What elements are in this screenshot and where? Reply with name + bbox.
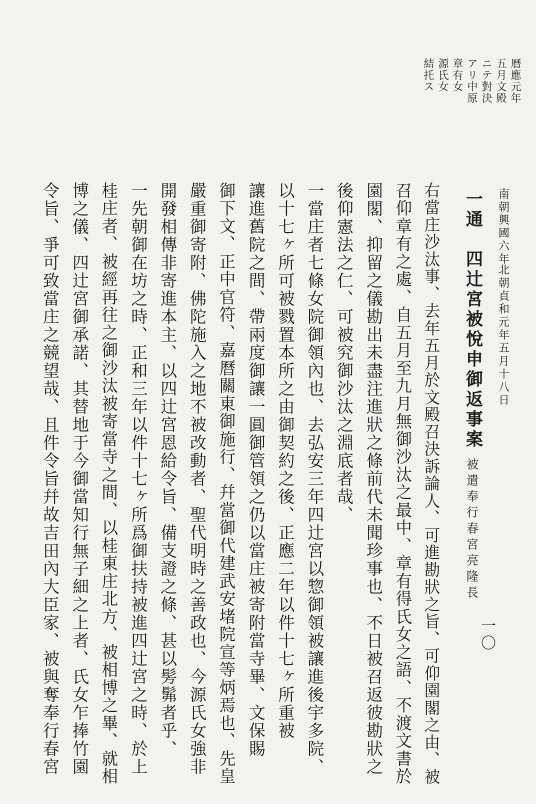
body-line: 召仰章有之處、自五月至九月無御沙汰之最中、章有得氏女之語、不渡文書於	[392, 182, 412, 786]
annotation-line: 曆應元年	[509, 58, 522, 104]
body-line: 右當庄沙汰事、去年五月於文殿召決訴論人、可進勘狀之旨、可仰園閣之由、被	[421, 182, 441, 786]
header-era-north-date: 北朝貞和元年五月十八日	[497, 264, 510, 407]
document-title	[463, 190, 480, 602]
annotation-line: アリ中原	[466, 58, 478, 104]
document-title-text: 一通 四辻宮被悅申御返事案	[462, 190, 482, 450]
document-title-note: 被遣奉行春宮亮隆長	[465, 458, 479, 602]
body-line: 令旨、爭可致當庄之競望哉、且件令旨幷故吉田內大臣家、被與奪奉行春宮	[40, 182, 60, 776]
page-number: 一〇	[479, 618, 497, 652]
body-line: 嚴重御寄附、佛陀施入之地不被改動者、聖代明時之善政也、今源氏女強非	[187, 182, 207, 776]
body-line: 博之儀、四辻宮御承諾、其替地于今御當知行無子細之上者、氏女乍捧竹園	[69, 182, 89, 776]
body-line: 御下文、正中官符、嘉曆關東御施行、幷當御代建武安堵院宣等炳焉也、先皇	[216, 182, 236, 786]
header-era-south: 南朝興國六年	[497, 188, 510, 266]
annotation-line: 五月文殿	[495, 58, 507, 104]
body-line: 一當庄者七條女院御領內也、去弘安三年四辻宮以惣御領被讓進後宇多院、	[304, 182, 324, 776]
body-line: 讓進舊院之間、帶兩度御讓一圓御管領之仍以當庄被寄附當寺畢、文保賜	[246, 182, 266, 758]
annotation-line: 章有女	[451, 58, 464, 93]
annotation-line: ニテ對決	[480, 58, 493, 104]
body-line: 開發相傳非寄進本主、以四辻宮恩給令旨、備支證之條、甚以髣髴者乎、	[157, 182, 177, 758]
body-line: 一先朝御在坊之時、正和三年以件十七ヶ所爲御扶持被進四辻宮之時、於上	[128, 182, 148, 776]
annotation-line: 結托ス	[422, 58, 435, 93]
body-line: 以十七ヶ所可被戮置本所之由御契約之後、正應二年以件十七ヶ所重被	[275, 182, 295, 740]
body-line: 園閣、抑留之儀勘出未盡注進狀之條前代未聞珍事也、不日被召返彼勘狀之	[363, 182, 383, 776]
body-line: 後仰憲法之仁、可被究御沙汰之淵底者哉、	[334, 182, 354, 524]
annotation-line: 源氏女	[437, 58, 449, 93]
body-line: 桂庄者、被經再往之御沙汰被寄當寺之間、以桂東庄北方、被相博之畢、就相	[98, 182, 118, 786]
